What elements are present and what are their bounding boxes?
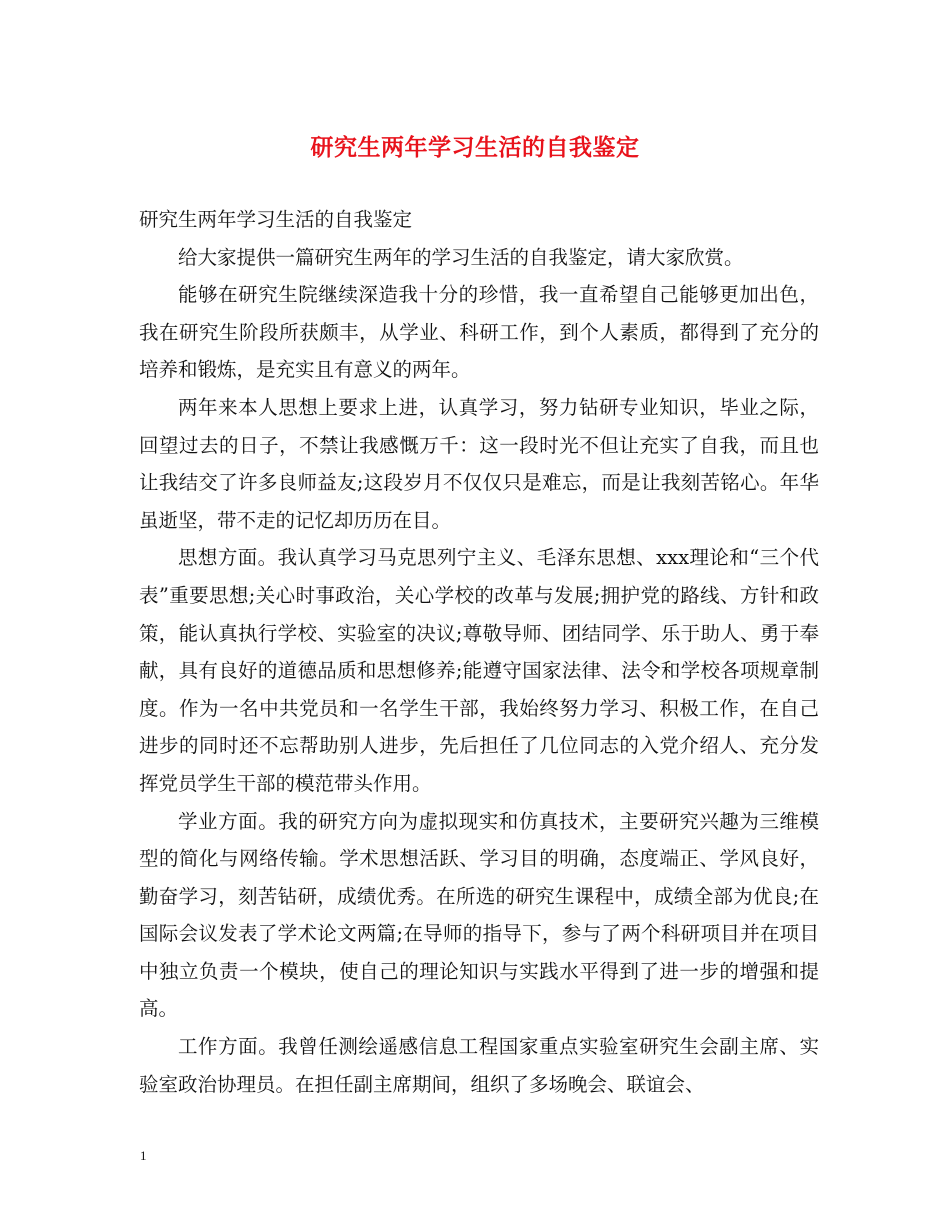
paragraph-reflection: 两年来本人思想上要求上进，认真学习，努力钻研专业知识，毕业之际，回望过去的日子，不禁让我感慨万千：这一段时光不但让充实了自我，而且也让我结交了许多良师益友;这段岁月不仅仅只是难忘，而是让我刻苦铭心。年华虽逝坚，带不走的记忆却历历在目。 [139,395,819,532]
document-body [139,201,819,1103]
document-title: 研究生两年学习生活的自我鉴定 [310,134,640,161]
paragraph-ideology: 思想方面。我认真学习马克思列宁主义、毛泽东思想、xxx理论和“三个代表”重要思想;关心时事政治，关心学校的改革与发展;拥护党的路线、方针和政策，能认真执行学校、实验室的决议;尊敬导师、团结同学、乐于助人、勇于奉献，具有良好的道德品质和思想修养;能遵守国家法律、法令和学校各项规章制度。作为一名中共党员和一名学生干部，我始终努力学习、积极工作，在自己进步的同时还不忘帮助别人进步，先后担任了几位同志的入党介绍人、充分发挥党员学生干部的模范带头作用。 [139,546,819,795]
paragraph-work: 工作方面。我曾任测绘遥感信息工程国家重点实验室研究生会副主席、实验室政治协理员。在担任副主席期间，组织了多场晚会、联谊会、 [139,1035,819,1096]
page-number: 1 [140,1148,147,1163]
paragraph-overview: 能够在研究生院继续深造我十分的珍惜，我一直希望自己能够更加出色，我在研究生阶段所获颇丰，从学业、科研工作，到个人素质，都得到了充分的培养和锻炼，是充实且有意义的两年。 [139,283,819,382]
subtitle-line: 研究生两年学习生活的自我鉴定 [139,208,413,231]
paragraph-intro: 给大家提供一篇研究生两年的学习生活的自我鉴定，请大家欣赏。 [178,245,744,269]
paragraph-academics: 学业方面。我的研究方向为虚拟现实和仿真技术，主要研究兴趣为三维模型的简化与网络传输。学术思想活跃、学习目的明确，态度端正、学风良好，勤奋学习，刻苦钻研，成绩优秀。在所选的研究生课程中，成绩全部为优良;在国际会议发表了学术论文两篇;在导师的指导下，参与了两个科研项目并在项目中独立负责一个模块，使自己的理论知识与实践水平得到了进一步的增强和提高。 [139,809,819,1021]
